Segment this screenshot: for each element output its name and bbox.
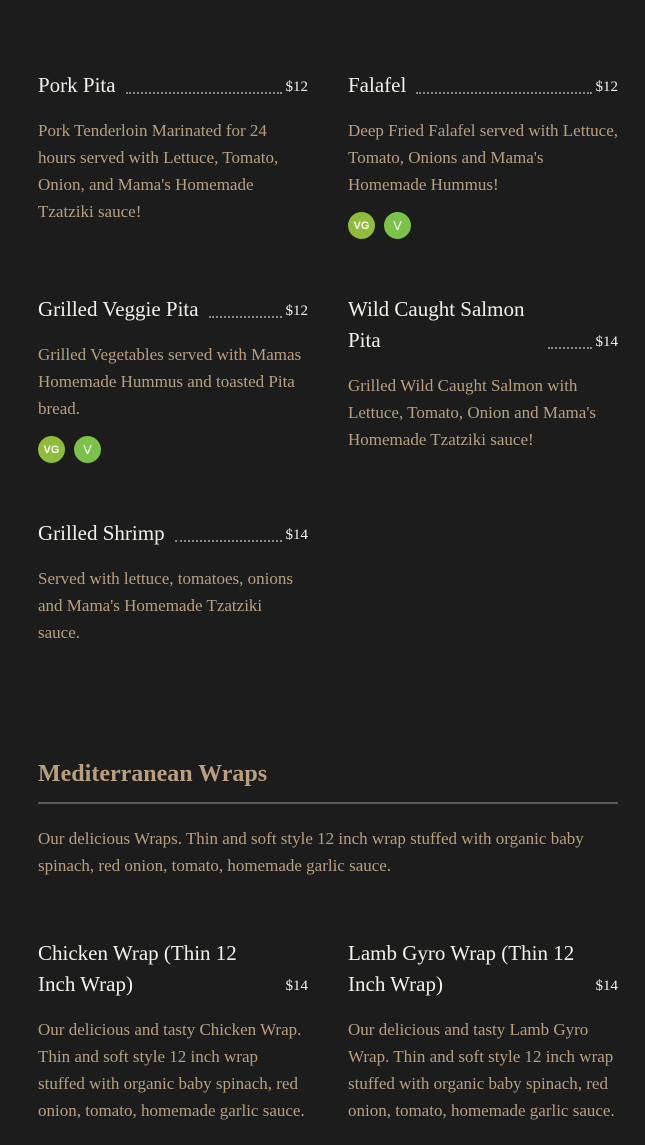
leader-dots	[175, 540, 282, 542]
vegetarian-badge-icon: V	[74, 436, 101, 463]
menu-item-title: Grilled Shrimp	[38, 521, 165, 545]
menu-item-title: Chicken Wrap (Thin 12 Inch Wrap)	[38, 941, 237, 996]
vegan-badge-icon: VG	[38, 436, 65, 463]
menu-item-pork-pita[interactable]	[38, 70, 308, 225]
menu-item-price: $14	[595, 334, 618, 350]
menu-item-price: $12	[595, 79, 618, 95]
leader-dots	[416, 92, 591, 94]
menu-item-description: Grilled Wild Caught Salmon with Lettuce, Tomato, Onion and Mama's Homemade Tzatziki sauce!	[348, 376, 597, 449]
leader-dots	[126, 92, 282, 94]
section-divider	[38, 802, 618, 804]
menu-item-grilled-veggie-pita[interactable]	[38, 294, 308, 463]
menu-item-description: Pork Tenderloin Marinated for 24 hours served with Lettuce, Tomato, Onion, and Mama's Homemade Tzatziki sauce!	[38, 121, 279, 221]
menu-item-header	[38, 70, 308, 101]
menu-item-title: Falafel	[348, 73, 407, 97]
menu-item-price: $14	[595, 978, 618, 994]
menu-item-title: Pork Pita	[38, 73, 116, 97]
menu-item-header	[348, 938, 618, 1000]
menu-item-title: Grilled Veggie Pita	[38, 297, 199, 321]
menu-item-description: Grilled Vegetables served with Mamas Homemade Hummus and toasted Pita bread.	[38, 345, 302, 418]
vegan-badge-icon: VG	[348, 212, 375, 239]
leader-dots	[209, 316, 282, 318]
menu-item-grilled-shrimp[interactable]	[38, 518, 308, 646]
section-title: Mediterranean Wraps	[38, 761, 268, 787]
menu-item-header	[348, 70, 618, 101]
menu-item-description: Served with lettuce, tomatoes, onions and Mama's Homemade Tzatziki sauce.	[38, 569, 293, 642]
menu-item-lamb-gyro-wrap[interactable]	[348, 938, 618, 1124]
menu-item-title: Lamb Gyro Wrap (Thin 12 Inch Wrap)	[348, 941, 575, 996]
menu-item-title: Wild Caught Salmon Pita	[348, 297, 525, 352]
menu-item-price: $14	[285, 978, 308, 994]
menu-item-description: Our delicious and tasty Chicken Wrap. Thin and soft style 12 inch wrap stuffed with organic baby spinach, red onion, tomato, homemade garlic sauce.	[38, 1020, 305, 1120]
menu-item-price: $12	[285, 79, 308, 95]
section-description: Our delicious Wraps. Thin and soft style 12 inch wrap stuffed with organic baby spinach, red onion, tomato, homemade garlic sauce.	[38, 829, 584, 875]
vegetarian-badge-icon: V	[384, 212, 411, 239]
dietary-badges	[348, 212, 618, 239]
menu-item-description: Our delicious and tasty Lamb Gyro Wrap. Thin and soft style 12 inch wrap stuffed with organic baby spinach, red onion, tomato, homemade garlic sauce.	[348, 1020, 615, 1120]
menu-item-price: $12	[285, 303, 308, 319]
dietary-badges	[38, 436, 308, 463]
menu-item-header	[348, 294, 618, 356]
menu-item-header	[38, 938, 308, 1000]
menu-item-price: $14	[285, 527, 308, 543]
menu-item-wild-caught-salmon-pita[interactable]	[348, 294, 618, 453]
menu-item-description: Deep Fried Falafel served with Lettuce, Tomato, Onions and Mama's Homemade Hummus!	[348, 121, 619, 194]
menu-item-falafel[interactable]	[348, 70, 618, 239]
menu-item-header	[38, 518, 308, 549]
leader-dots	[548, 347, 592, 349]
menu-item-chicken-wrap[interactable]	[38, 938, 308, 1124]
menu-item-header	[38, 294, 308, 325]
